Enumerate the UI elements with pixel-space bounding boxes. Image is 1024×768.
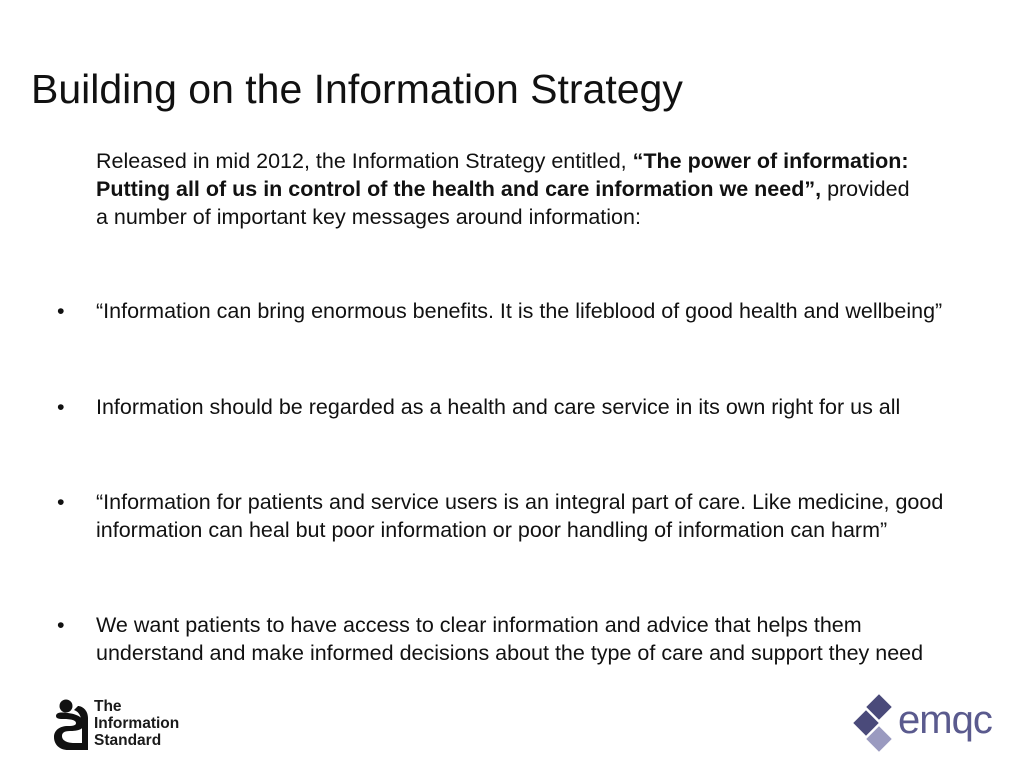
bullet-marker: • — [57, 299, 65, 323]
emqc-logo — [848, 694, 996, 756]
information-standard-mark-icon — [52, 698, 92, 752]
bullet-marker: • — [57, 613, 65, 637]
intro-paragraph — [96, 147, 926, 231]
bullet-marker: • — [57, 490, 65, 514]
intro-text-after: provided a number of important key messages around information: — [96, 177, 910, 229]
bullet-marker: • — [57, 395, 65, 419]
logo-line-3: Standard — [94, 732, 162, 749]
intro-text-before: Released in mid 2012, the Information Strategy entitled, — [96, 149, 633, 173]
bullet-text: Information should be regarded as a health and care service in its own right for us all — [96, 395, 901, 419]
list-item — [57, 488, 954, 544]
strategy-title-quote: “The power of information: Putting all of us in control of the health and care information we need”, — [96, 149, 909, 201]
list-item — [57, 297, 954, 325]
bullet-text: “Information can bring enormous benefits. It is the lifeblood of good health and wellbeing” — [96, 299, 943, 323]
logo-line-2: Information — [94, 715, 180, 732]
information-standard-wordmark — [94, 698, 179, 749]
emqc-wordmark: emqc — [898, 698, 992, 742]
list-item — [57, 611, 954, 667]
bullet-text: We want patients to have access to clear information and advice that helps them understand and make informed decisions about the type of care and support they need — [96, 613, 924, 665]
bullet-text: “Information for patients and service users is an integral part of care. Like medicine, good information can heal but poor information or poor handling of information can harm” — [96, 490, 944, 542]
list-item — [57, 393, 954, 421]
slide-title: Building on the Information Strategy — [31, 66, 683, 112]
diamond-mark-icon — [848, 694, 904, 756]
information-standard-logo — [52, 698, 202, 754]
logo-line-1: The — [94, 698, 122, 715]
